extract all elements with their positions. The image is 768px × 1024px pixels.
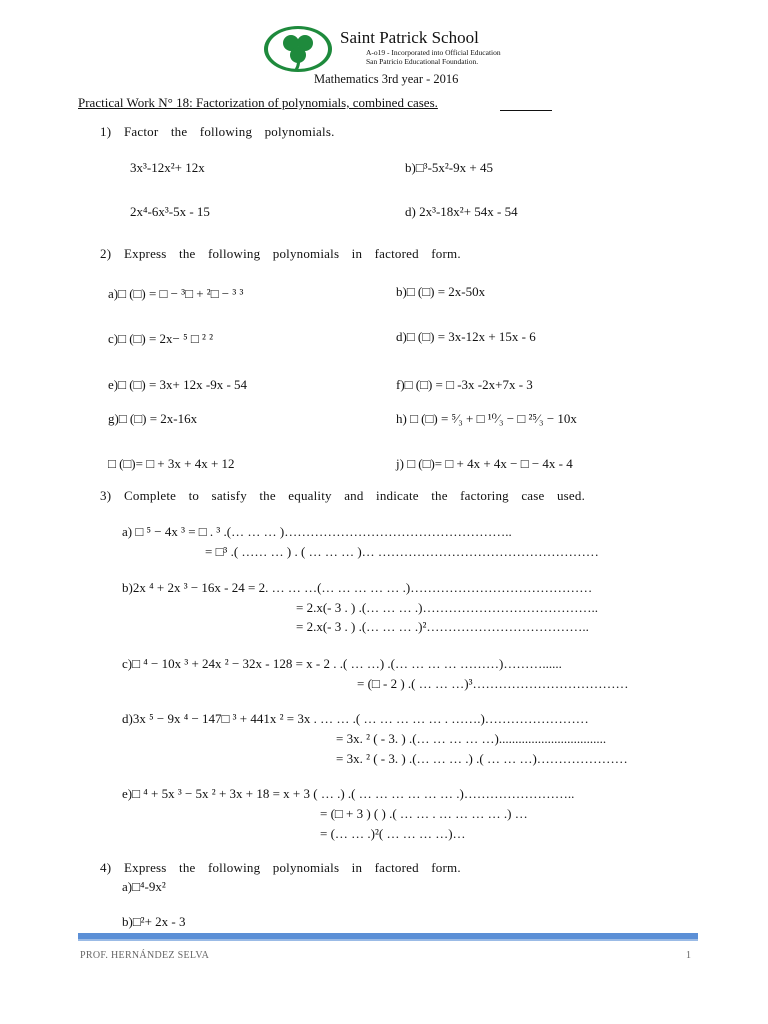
q4-item-b: b)□²+ 2x - 3: [122, 914, 186, 929]
q3-b-line1: b)2x ⁴ + 2x ³ − 16x - 24 = 2. … … …(… … … … … .)……………………………………: [122, 580, 593, 595]
school-subtitle-line2: San Patricio Educational Foundation.: [366, 57, 479, 66]
q4-number: 4): [100, 860, 112, 875]
q2-text: Express the following polynomials in factored form.: [124, 246, 461, 261]
q3-d-line2: = 3x. ² ( - 3. ) .(… … … … …).................................: [336, 731, 607, 746]
q2-item-e: e)□ (□) = 3x+ 12x -9x - 54: [108, 377, 248, 392]
footer-page-number: 1: [686, 950, 691, 961]
q2-item-h: h) □ (□) = ⁵⁄₃ + □ ¹⁰⁄₃ − □ ²⁵⁄₃ − 10x: [396, 411, 577, 426]
q3-e-line2: = (□ + 3 ) ( ) .( … … . … … … … .) …: [320, 806, 528, 821]
q1-item-d: d) 2x³-18x²+ 54x - 54: [405, 204, 518, 219]
q1-item-a: 3x³-12x²+ 12x: [130, 160, 205, 175]
q3-text: Complete to satisfy the equality and indicate the factoring case used.: [124, 488, 586, 503]
school-name: Saint Patrick School: [340, 28, 479, 47]
q3-a-line1: a) □ ⁵ − 4x ³ = □ . ³ .(… … … )……………………………………………..: [122, 524, 512, 539]
q2-item-i: □ (□)= □ + 3x + 4x + 12: [108, 456, 235, 471]
q1-number: 1): [100, 124, 112, 139]
footer-author: PROF. HERNÁNDEZ SELVA: [80, 950, 210, 961]
q2-item-f: f)□ (□) = □ -3x -2x+7x - 3: [396, 377, 533, 392]
course-label: Mathematics 3rd year - 2016: [314, 72, 459, 86]
q3-c-line2: = (□ - 2 ) .( … … …)³………………………………: [357, 676, 629, 691]
q2-item-j: j) □ (□)= □ + 4x + 4x − □ − 4x - 4: [396, 456, 573, 471]
q2-item-a: a)□ (□) = □ − ³□ + ²□ − ³ ³: [108, 286, 244, 301]
q3-d-line3: = 3x. ² ( - 3. ) .(… … … .) .( … … …)…………………: [336, 751, 628, 766]
q3-d-line1: d)3x ⁵ − 9x ⁴ − 147□ ³ + 441x ² = 3x . … … .( … … … … … . …….)……………………: [122, 711, 589, 726]
q2-item-c: c)□ (□) = 2x− ⁵ □ ² ²: [108, 331, 214, 346]
footer-bar-shadow: [78, 939, 698, 941]
q3-c-line1: c)□ ⁴ − 10x ³ + 24x ² − 32x - 128 = x - 2 . .( … …) .(… … … … ………)………......: [122, 656, 562, 671]
q2-number: 2): [100, 246, 112, 261]
school-subtitle: [366, 48, 501, 66]
q4-text: Express the following polynomials in factored form.: [124, 860, 461, 875]
page-title: Practical Work N° 18: Factorization of polynomials, combined cases.: [78, 95, 438, 110]
q3-e-line3: = (… … .)²( … … … …)…: [320, 826, 466, 841]
q2-item-g: g)□ (□) = 2x-16x: [108, 411, 198, 426]
q3-e-line1: e)□ ⁴ + 5x ³ − 5x ² + 3x + 18 = x + 3 ( … .) .( … … … … … … .)……………………..: [122, 786, 575, 801]
shamrock-logo-icon: [262, 24, 334, 74]
q4-item-a: a)□⁴-9x²: [122, 879, 166, 894]
q2-item-d: d)□ (□) = 3x-12x + 15x - 6: [396, 329, 536, 344]
q3-b-line2: = 2.x(- 3 . ) .(… … … .)…………………………………..: [296, 600, 598, 615]
q3-number: 3): [100, 488, 112, 503]
q1-item-b: b)□³-5x²-9x + 45: [405, 160, 493, 175]
q2-item-b: b)□ (□) = 2x-50x: [396, 284, 486, 299]
q3-a-line2: = □³ .( …… … ) . ( … … … )… ……………………………………………: [205, 544, 599, 559]
school-subtitle-line1: A-o19 - Incorporated into Official Education: [366, 48, 501, 57]
q1-text: Factor the following polynomials.: [124, 124, 335, 139]
title-underline: [500, 110, 552, 111]
q3-b-line3: = 2.x(- 3 . ) .(… … … .)²………………………………..: [296, 619, 589, 634]
q1-item-c: 2x⁴-6x³-5x - 15: [130, 204, 210, 219]
